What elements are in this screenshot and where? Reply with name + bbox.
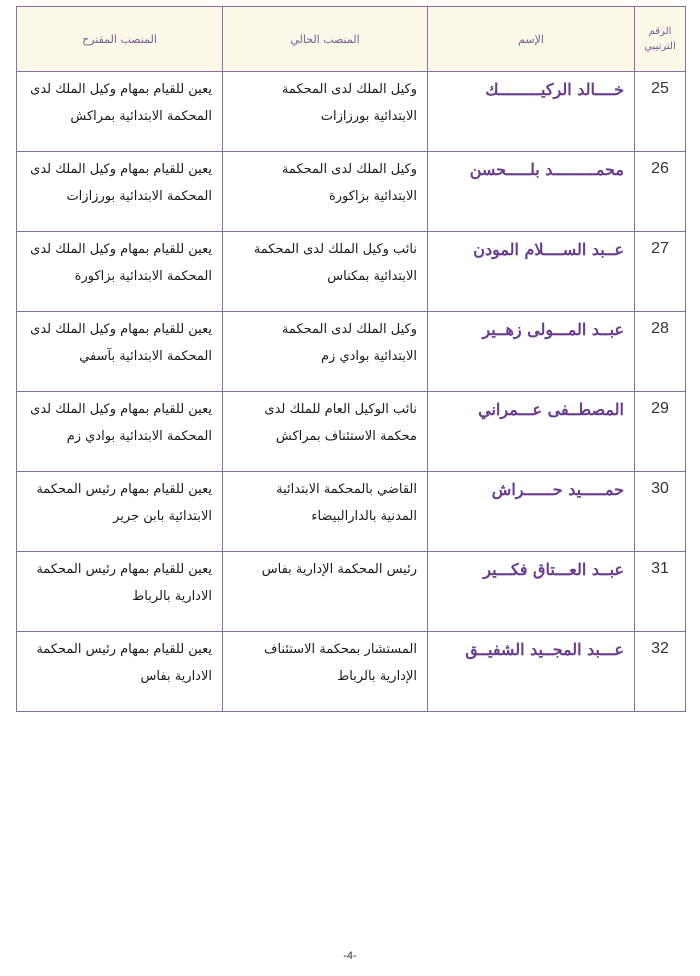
table-row — [17, 72, 686, 152]
row-proposed-position — [17, 632, 223, 712]
row-number: 27 — [635, 232, 686, 312]
row-current-position — [223, 232, 428, 312]
row-current-position — [223, 632, 428, 712]
current-position-line: محكمة الاستئناف بمراكش — [275, 429, 417, 444]
row-proposed-position — [17, 232, 223, 312]
table-row — [17, 552, 686, 632]
proposed-position-line: يعين للقيام بمهام وكيل الملك لدى — [30, 322, 212, 337]
table-row — [17, 152, 686, 232]
row-name: عـــبد المجــيد الشفيــق — [428, 632, 635, 712]
current-position-line: وكيل الملك لدى المحكمة — [281, 82, 417, 97]
table-row — [17, 232, 686, 312]
header-number-line1: الرقم — [648, 26, 672, 37]
row-current-position — [223, 312, 428, 392]
row-number: 32 — [635, 632, 686, 712]
row-proposed-position — [17, 472, 223, 552]
proposed-position-line: يعين للقيام بمهام وكيل الملك لدى — [30, 402, 212, 417]
proposed-position-line: الادارية بالرباط — [132, 589, 212, 604]
row-proposed-position — [17, 152, 223, 232]
current-position-line: الابتدائية بمكناس — [327, 269, 417, 284]
row-number: 31 — [635, 552, 686, 632]
header-name: الإسم — [428, 7, 635, 72]
row-number: 29 — [635, 392, 686, 472]
proposed-position-line: يعين للقيام بمهام رئيس المحكمة — [36, 482, 212, 497]
row-name: عبــد العـــتاق فكـــير — [428, 552, 635, 632]
current-position-line: الابتدائية بزاكورة — [328, 189, 417, 204]
current-position-line: رئيس المحكمة الإدارية بفاس — [261, 562, 417, 577]
row-number: 25 — [635, 72, 686, 152]
row-name: حمـــــيد حــــــراش — [428, 472, 635, 552]
header-proposed-position: المنصب المقترح — [17, 7, 223, 72]
proposed-position-line: المحكمة الابتدائية بزاكورة — [74, 269, 212, 284]
proposed-position-line: المحكمة الابتدائية بوادي زم — [66, 429, 212, 444]
proposed-position-line: المحكمة الابتدائية بمراكش — [70, 109, 212, 124]
row-current-position — [223, 392, 428, 472]
current-position-line: الابتدائية بوادي زم — [320, 349, 417, 364]
row-name: عبــد المـــولى زهــير — [428, 312, 635, 392]
table-body — [17, 72, 686, 712]
table-row — [17, 632, 686, 712]
row-proposed-position — [17, 72, 223, 152]
proposed-position-line: المحكمة الابتدائية بورزازات — [66, 189, 212, 204]
row-current-position — [223, 552, 428, 632]
proposed-position-line: الابتدائية بابن جرير — [113, 509, 212, 524]
table-row — [17, 392, 686, 472]
header-current-position: المنصب الحالي — [223, 7, 428, 72]
row-proposed-position — [17, 392, 223, 472]
row-name: عــبد الســــلام المودن — [428, 232, 635, 312]
row-proposed-position — [17, 552, 223, 632]
current-position-line: وكيل الملك لدى المحكمة — [281, 162, 417, 177]
current-position-line: الإدارية بالرباط — [337, 669, 417, 684]
proposed-position-line: يعين للقيام بمهام وكيل الملك لدى — [30, 162, 212, 177]
proposed-position-line: يعين للقيام بمهام وكيل الملك لدى — [30, 82, 212, 97]
appointments-table — [16, 6, 686, 712]
row-number: 26 — [635, 152, 686, 232]
table-row — [17, 472, 686, 552]
current-position-line: القاضي بالمحكمة الابتدائية — [276, 482, 417, 497]
proposed-position-line: يعين للقيام بمهام رئيس المحكمة — [36, 642, 212, 657]
current-position-line: الابتدائية بورزازات — [320, 109, 417, 124]
current-position-line: نائب وكيل الملك لدى المحكمة — [253, 242, 417, 257]
header-number-line2: الترتيبي — [644, 41, 676, 52]
page-number: -4- — [343, 950, 357, 962]
row-name: المصطــفى عـــمراني — [428, 392, 635, 472]
row-number: 30 — [635, 472, 686, 552]
proposed-position-line: الادارية بفاس — [140, 669, 212, 684]
table-header — [17, 7, 686, 72]
row-proposed-position — [17, 312, 223, 392]
proposed-position-line: يعين للقيام بمهام وكيل الملك لدى — [30, 242, 212, 257]
header-row — [17, 7, 686, 72]
row-name: خــــالد الركيـــــــــك — [428, 72, 635, 152]
current-position-line: وكيل الملك لدى المحكمة — [281, 322, 417, 337]
row-current-position — [223, 472, 428, 552]
row-number: 28 — [635, 312, 686, 392]
table-row — [17, 312, 686, 392]
current-position-line: المدنية بالدارالبيضاء — [311, 509, 417, 524]
row-current-position — [223, 152, 428, 232]
row-current-position — [223, 72, 428, 152]
current-position-line: المستشار بمحكمة الاستئناف — [263, 642, 417, 657]
header-number — [635, 7, 686, 72]
current-position-line: نائب الوكيل العام للملك لدى — [264, 402, 417, 417]
proposed-position-line: يعين للقيام بمهام رئيس المحكمة — [36, 562, 212, 577]
row-name: محمـــــــــد بلـــــحسن — [428, 152, 635, 232]
proposed-position-line: المحكمة الابتدائية بآسفي — [79, 349, 212, 364]
